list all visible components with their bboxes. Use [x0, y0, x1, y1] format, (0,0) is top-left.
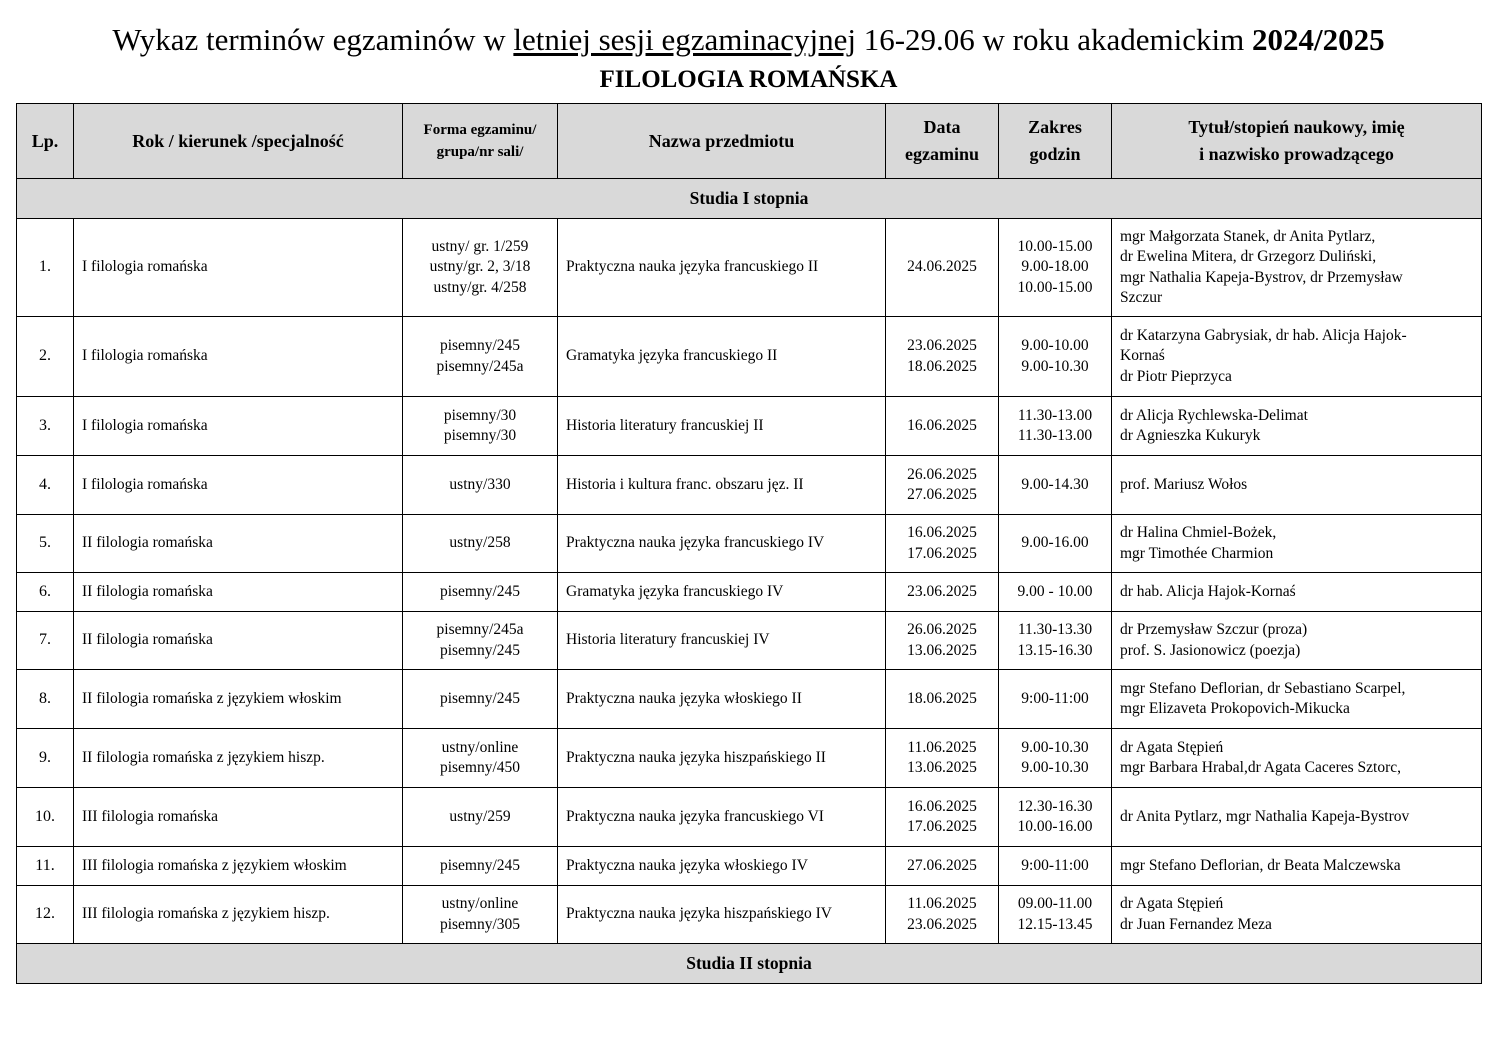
row-kierunek: I filologia romańska	[74, 317, 403, 397]
row-number: 10.	[17, 788, 74, 847]
row-number: 2.	[17, 317, 74, 397]
row-forma: pisemny/245	[403, 670, 558, 729]
row-prowadzacy: dr Alicja Rychlewska-Delimat dr Agnieszka Kukuryk	[1112, 397, 1482, 456]
row-przedmiot: Historia literatury francuskiej IV	[558, 612, 886, 670]
row-forma: pisemny/245	[403, 847, 558, 886]
row-data: 16.06.2025 17.06.2025	[886, 788, 999, 847]
header-data: Data egzaminu	[886, 104, 999, 179]
row-godziny: 09.00-11.00 12.15-13.45	[999, 886, 1112, 944]
row-prowadzacy: mgr Stefano Deflorian, dr Sebastiano Scarpel, mgr Elizaveta Prokopovich-Mikucka	[1112, 670, 1482, 729]
table-row	[17, 317, 1482, 397]
row-prowadzacy: prof. Mariusz Wołos	[1112, 456, 1482, 515]
row-prowadzacy: mgr Małgorzata Stanek, dr Anita Pytlarz, dr Ewelina Mitera, dr Grzegorz Duliński, mgr Nathalia Kapeja-Bystrov, dr Przemysław Szczur	[1112, 219, 1482, 317]
row-forma: pisemny/30 pisemny/30	[403, 397, 558, 456]
table-row	[17, 573, 1482, 612]
row-number: 6.	[17, 573, 74, 612]
row-godziny: 11.30-13.30 13.15-16.30	[999, 612, 1112, 670]
row-data: 18.06.2025	[886, 670, 999, 729]
row-kierunek: II filologia romańska	[74, 515, 403, 573]
section-label: Studia I stopnia	[17, 179, 1482, 219]
row-prowadzacy: dr Agata Stępień mgr Barbara Hrabal,dr Agata Caceres Sztorc,	[1112, 729, 1482, 788]
row-data: 16.06.2025	[886, 397, 999, 456]
row-kierunek: II filologia romańska z językiem włoskim	[74, 670, 403, 729]
row-prowadzacy: dr Agata Stępień dr Juan Fernandez Meza	[1112, 886, 1482, 944]
header-lp: Lp.	[17, 104, 74, 179]
title-session: letniej sesji egzaminacyjnej	[513, 22, 856, 57]
row-przedmiot: Praktyczna nauka języka hiszpańskiego II	[558, 729, 886, 788]
row-number: 7.	[17, 612, 74, 670]
title-year: 2024/2025	[1252, 22, 1385, 57]
row-przedmiot: Historia i kultura franc. obszaru jęz. II	[558, 456, 886, 515]
row-godziny: 9:00-11:00	[999, 847, 1112, 886]
row-przedmiot: Gramatyka języka francuskiego IV	[558, 573, 886, 612]
row-number: 9.	[17, 729, 74, 788]
row-data: 26.06.2025 13.06.2025	[886, 612, 999, 670]
row-godziny: 11.30-13.00 11.30-13.00	[999, 397, 1112, 456]
row-forma: pisemny/245a pisemny/245	[403, 612, 558, 670]
row-kierunek: II filologia romańska	[74, 573, 403, 612]
row-kierunek: I filologia romańska	[74, 397, 403, 456]
header-nazwa: Nazwa przedmiotu	[558, 104, 886, 179]
row-number: 5.	[17, 515, 74, 573]
table-row	[17, 788, 1482, 847]
table-row	[17, 729, 1482, 788]
row-przedmiot: Gramatyka języka francuskiego II	[558, 317, 886, 397]
row-data: 16.06.2025 17.06.2025	[886, 515, 999, 573]
table-row	[17, 515, 1482, 573]
table-row	[17, 670, 1482, 729]
header-forma: Forma egzaminu/ grupa/nr sali/	[403, 104, 558, 179]
row-forma: ustny/259	[403, 788, 558, 847]
table-row	[17, 219, 1482, 317]
header-rok: Rok / kierunek /specjalność	[74, 104, 403, 179]
table-header-row	[17, 104, 1482, 179]
row-number: 1.	[17, 219, 74, 317]
row-number: 12.	[17, 886, 74, 944]
table-row	[17, 397, 1482, 456]
table-row	[17, 456, 1482, 515]
header-tytul: Tytuł/stopień naukowy, imię i nazwisko prowadzącego	[1112, 104, 1482, 179]
document-title	[0, 22, 1497, 58]
row-przedmiot: Praktyczna nauka języka francuskiego II	[558, 219, 886, 317]
row-prowadzacy: dr hab. Alicja Hajok-Kornaś	[1112, 573, 1482, 612]
row-data: 11.06.2025 23.06.2025	[886, 886, 999, 944]
section-row-studia-ii	[17, 944, 1482, 984]
row-przedmiot: Praktyczna nauka języka francuskiego VI	[558, 788, 886, 847]
document-subtitle: FILOLOGIA ROMAŃSKA	[599, 66, 898, 93]
row-kierunek: II filologia romańska z językiem hiszp.	[74, 729, 403, 788]
row-data: 27.06.2025	[886, 847, 999, 886]
row-kierunek: II filologia romańska	[74, 612, 403, 670]
row-godziny: 9.00-10.30 9.00-10.30	[999, 729, 1112, 788]
row-forma: pisemny/245 pisemny/245a	[403, 317, 558, 397]
row-forma: ustny/258	[403, 515, 558, 573]
row-prowadzacy: dr Katarzyna Gabrysiak, dr hab. Alicja Hajok- Kornaś dr Piotr Pieprzyca	[1112, 317, 1482, 397]
row-prowadzacy: mgr Stefano Deflorian, dr Beata Malczewska	[1112, 847, 1482, 886]
row-godziny: 9:00-11:00	[999, 670, 1112, 729]
row-godziny: 9.00-16.00	[999, 515, 1112, 573]
row-number: 4.	[17, 456, 74, 515]
row-kierunek: I filologia romańska	[74, 219, 403, 317]
row-data: 24.06.2025	[886, 219, 999, 317]
row-godziny: 9.00-10.00 9.00-10.30	[999, 317, 1112, 397]
row-data: 23.06.2025	[886, 573, 999, 612]
row-data: 26.06.2025 27.06.2025	[886, 456, 999, 515]
row-kierunek: III filologia romańska z językiem włoskim	[74, 847, 403, 886]
row-data: 11.06.2025 13.06.2025	[886, 729, 999, 788]
title-middle: 16-29.06 w roku akademickim	[855, 22, 1252, 57]
row-przedmiot: Praktyczna nauka języka włoskiego II	[558, 670, 886, 729]
exam-schedule-table	[16, 103, 1482, 984]
row-number: 8.	[17, 670, 74, 729]
table-row	[17, 847, 1482, 886]
row-forma: pisemny/245	[403, 573, 558, 612]
row-godziny: 12.30-16.30 10.00-16.00	[999, 788, 1112, 847]
row-przedmiot: Praktyczna nauka języka włoskiego IV	[558, 847, 886, 886]
table-row	[17, 886, 1482, 944]
row-data: 23.06.2025 18.06.2025	[886, 317, 999, 397]
section-label: Studia II stopnia	[17, 944, 1482, 984]
title-prefix: Wykaz terminów egzaminów w	[112, 22, 514, 57]
row-forma: ustny/online pisemny/450	[403, 729, 558, 788]
table-row	[17, 612, 1482, 670]
row-kierunek: III filologia romańska z językiem hiszp.	[74, 886, 403, 944]
row-przedmiot: Praktyczna nauka języka hiszpańskiego IV	[558, 886, 886, 944]
row-prowadzacy: dr Przemysław Szczur (proza) prof. S. Jasionowicz (poezja)	[1112, 612, 1482, 670]
row-kierunek: III filologia romańska	[74, 788, 403, 847]
row-number: 11.	[17, 847, 74, 886]
row-forma: ustny/330	[403, 456, 558, 515]
row-godziny: 9.00 - 10.00	[999, 573, 1112, 612]
row-przedmiot: Historia literatury francuskiej II	[558, 397, 886, 456]
header-zakres: Zakres godzin	[999, 104, 1112, 179]
row-godziny: 10.00-15.00 9.00-18.00 10.00-15.00	[999, 219, 1112, 317]
row-prowadzacy: dr Halina Chmiel-Bożek, mgr Timothée Charmion	[1112, 515, 1482, 573]
row-forma: ustny/online pisemny/305	[403, 886, 558, 944]
row-godziny: 9.00-14.30	[999, 456, 1112, 515]
row-kierunek: I filologia romańska	[74, 456, 403, 515]
row-przedmiot: Praktyczna nauka języka francuskiego IV	[558, 515, 886, 573]
row-forma: ustny/ gr. 1/259 ustny/gr. 2, 3/18 ustny/gr. 4/258	[403, 219, 558, 317]
row-prowadzacy: dr Anita Pytlarz, mgr Nathalia Kapeja-Bystrov	[1112, 788, 1482, 847]
row-number: 3.	[17, 397, 74, 456]
section-row-studia-i	[17, 179, 1482, 219]
